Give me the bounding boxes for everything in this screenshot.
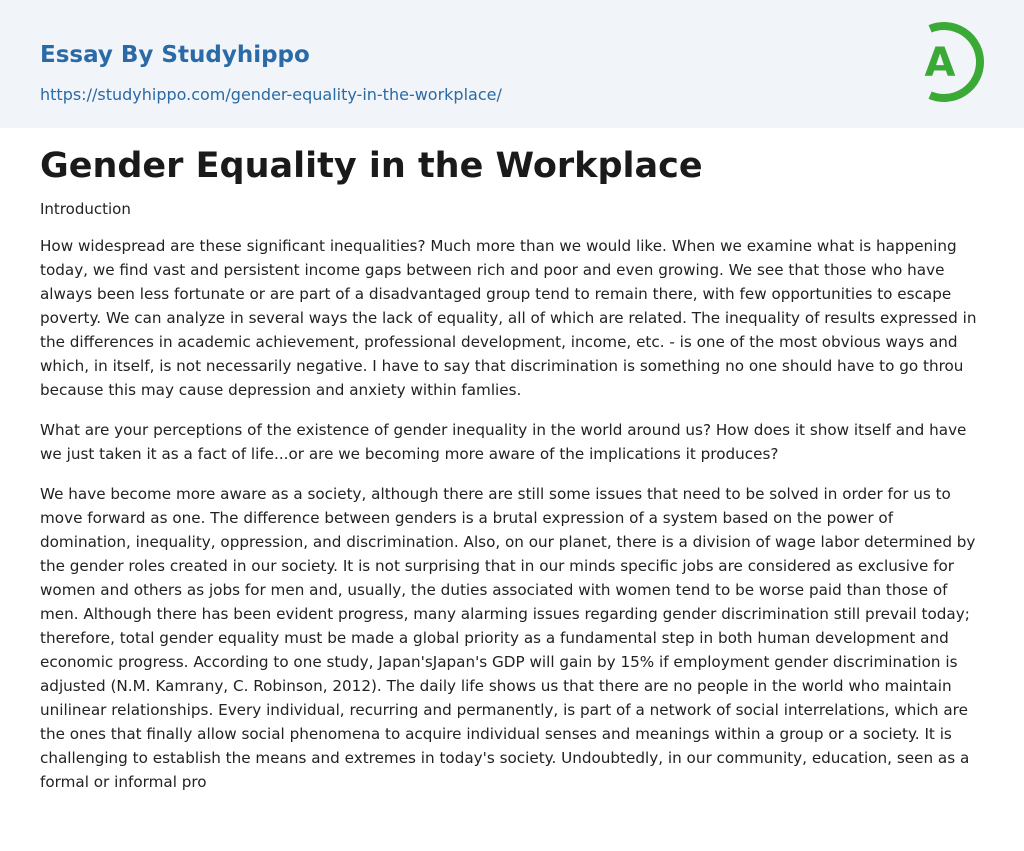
page-url-link[interactable]: https://studyhippo.com/gender-equality-in-the-workplace/ — [40, 85, 502, 104]
section-heading: Introduction — [40, 200, 131, 218]
article-body — [40, 234, 986, 810]
paragraph: What are your perceptions of the existence of gender inequality in the world around us? How does it show itself and have we just taken it as a fact of life...or are we becoming more aware of the implications it produces? — [40, 421, 967, 463]
logo-letter: A — [924, 40, 956, 86]
article-title: Gender Equality in the Workplace — [40, 146, 703, 186]
paragraph: How widespread are these significant inequalities? Much more than we would like. When we examine what is happening today, we find vast and persistent income gaps between rich and poor and even growing. We see that those who have always been less fortunate or are part of a disadvantaged group tend to remain there, with few opportunities to escape poverty. We can analyze in several ways the lack of equality, all of which are related. The inequality of results expressed in the differences in academic achievement, professional development, income, etc. - is one of the most obvious ways and which, in itself, is not necessarily negative. I have to say that discrimination is something no one should have to go throu because this may cause depression and anxiety within famlies. — [40, 237, 977, 399]
studyhippo-logo-icon[interactable] — [902, 18, 990, 106]
site-header — [0, 0, 1024, 128]
brand-name[interactable]: Essay By Studyhippo — [40, 42, 310, 68]
paragraph: We have become more aware as a society, although there are still some issues that need to be solved in order for us to move forward as one. The difference between genders is a brutal expression of a system based on the power of domination, inequality, oppression, and discrimination. Also, on our planet, there is a division of wage labor determined by the gender roles created in our society. It is not surprising that in our minds specific jobs are considered as exclusive for women and others as jobs for men and, usually, the duties associated with women tend to be worse paid than those of men. Although there has been evident progress, many alarming issues regarding gender discrimination still prevail today; therefore, total gender equality must be made a global priority as a fundamental step in both human development and economic progress. According to one study, Japan'sJapan's GDP will gain by 15% if employment gender discrimination is adjusted (N.M. Kamrany, C. Robinson, 2012). The daily life shows us that there are no people in the world who maintain unilinear relationships. Every individual, recurring and permanently, is part of a network of social interrelations, which are the ones that finally allow social phenomena to acquire individual senses and meanings within a group or a society. It is challenging to establish the means and extremes in today's society. Undoubtedly, in our community, education, seen as a formal or informal pro — [40, 485, 976, 791]
